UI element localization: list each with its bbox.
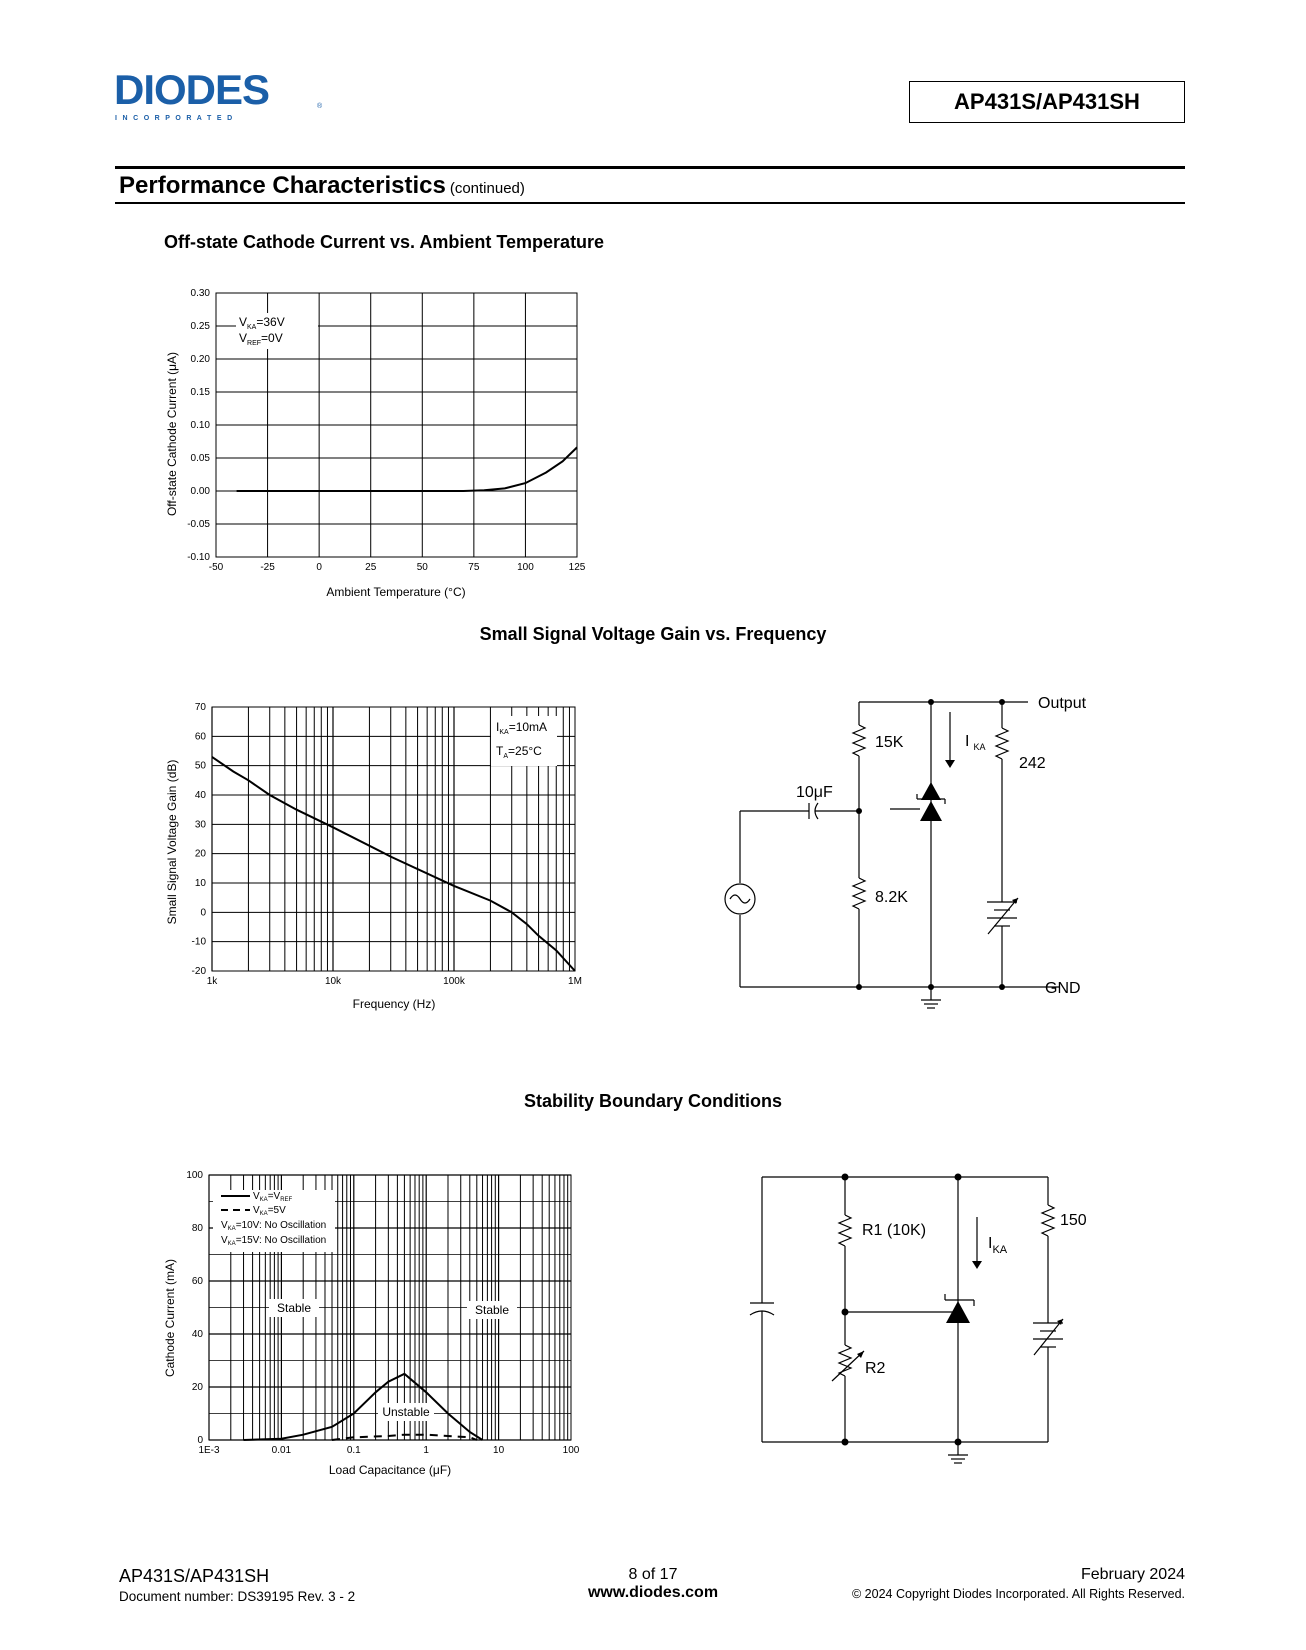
chart3-ylabel: Cathode Current (mA)	[163, 1258, 177, 1378]
chart3-xlabel: Load Capacitance (μF)	[328, 1463, 452, 1477]
chart3-xtick: 1E-3	[198, 1445, 220, 1456]
circuit1-r-top: 15K	[875, 734, 904, 751]
chart2-ytick: 50	[194, 760, 206, 772]
footer-doc-number: Document number: DS39195 Rev. 3 - 2	[119, 1589, 356, 1604]
circuit2-r-load: 150	[1060, 1212, 1087, 1229]
chart1-ytick: 0.25	[190, 321, 210, 332]
chart3-xtick: 0.1	[346, 1445, 361, 1456]
chart3-title: Stability Boundary Conditions	[523, 1091, 782, 1111]
chart2-ytick: 40	[194, 790, 206, 801]
chart2-ytick: 70	[194, 702, 206, 713]
footer-page: 8 of 17	[628, 1566, 678, 1583]
circuit2-r2: R2	[865, 1360, 886, 1377]
svg-text:VKA=15V: No Oscillation: $V_{KA}=15V$: No Oscillation	[221, 1235, 327, 1247]
chart2-ytick: 30	[194, 819, 206, 831]
chart1-title: Off-state Cathode Current vs. Ambient Temperature	[164, 232, 605, 252]
chart1-xtick: 75	[468, 562, 480, 573]
chart3-ytick: 40	[191, 1329, 203, 1340]
chart2-ytick: -20	[191, 966, 206, 977]
chart3-ytick: 100	[186, 1170, 203, 1181]
svg-text:VKA=VREF: $V_{KA}=V_{REF}$	[253, 1191, 293, 1203]
footer-part-number: AP431S/AP431SH	[119, 1566, 270, 1586]
circuit2-ika: $I_{KA}$	[988, 1235, 1008, 1256]
chart2-ytick: 20	[194, 848, 206, 860]
footer-url[interactable]: www.diodes.com	[587, 1584, 719, 1601]
circuit1-output: Output	[1038, 695, 1087, 712]
chart1-ytick: 0.10	[190, 420, 210, 431]
circuit2-r1: R1 (10K)	[862, 1222, 927, 1239]
chart3-ytick: 60	[191, 1276, 203, 1287]
chart3-ytick: 0	[197, 1435, 203, 1446]
label-stable-left: Stable	[276, 1301, 312, 1315]
chart1-xtick: 0	[316, 562, 322, 573]
chart2-ytick: 0	[200, 907, 206, 919]
chart1-xtick: 125	[568, 562, 586, 573]
chart1-ytick: 0.30	[190, 288, 210, 299]
chart2-ylabel: Small Signal Voltage Gain (dB)	[165, 759, 179, 925]
logo-subtext: I N C O R P O R A T E D	[115, 115, 234, 122]
chart1-xtick: -25	[260, 562, 275, 573]
circuit1-r-load: 242	[1019, 755, 1046, 772]
chart3-series-solid	[244, 1374, 483, 1440]
circuit1-ika: I $_{KA}$	[965, 733, 986, 752]
chart2-xlabel: Frequency (Hz)	[352, 997, 436, 1011]
chart3-ytick: 20	[191, 1382, 203, 1393]
chart3-legend	[213, 1190, 335, 1252]
svg-text:VKA=36V: $V_{KA}=36V$	[239, 315, 285, 331]
chart1-xtick: 100	[517, 562, 534, 573]
chart3	[0, 0, 640, 1500]
svg-text:VKA=10V: No Oscillation: $V_{KA}=10V$: No Oscillation	[221, 1220, 327, 1232]
circuit1-diagram	[700, 670, 1120, 1020]
chart1-ytick: -0.05	[187, 519, 210, 530]
chart1-ytick: -0.10	[187, 552, 210, 563]
part-number: AP431S/AP431SH	[954, 89, 1140, 114]
svg-text:VKA=5V: $V_{KA}=5V$	[253, 1205, 286, 1217]
chart2-title: Small Signal Voltage Gain vs. Frequency	[479, 624, 827, 644]
chart1-xtick: 50	[416, 562, 428, 573]
chart2-ytick: 10	[194, 878, 206, 889]
chart2-xtick: 1k	[206, 976, 218, 987]
circuit1-gnd: GND	[1045, 980, 1081, 997]
svg-text:VREF=0V: $V_{REF}=0V$	[239, 331, 283, 347]
label-stable-right: Stable	[474, 1303, 510, 1317]
chart2-xtick: 100k	[443, 976, 465, 987]
part-number-box	[909, 81, 1185, 123]
circuit1-r-bottom: 8.2K	[875, 889, 908, 906]
chart1-xtick: 25	[365, 562, 377, 573]
chart3-ytick: 80	[191, 1223, 203, 1234]
chart1-ylabel: Off-state Cathode Current (μA)	[165, 351, 179, 517]
chart2-ytick: 60	[194, 731, 206, 743]
chart3-xtick: 10	[493, 1445, 505, 1456]
chart1-ytick: 0.15	[190, 387, 210, 398]
section-subtitle: (continued)	[449, 180, 525, 197]
label-unstable: Unstable	[382, 1405, 430, 1419]
chart1-xlabel: Ambient Temperature (°C)	[326, 585, 466, 599]
chart3-xtick: 100	[562, 1445, 580, 1456]
footer-date: February 2024	[1080, 1566, 1185, 1583]
chart2-ytick: -10	[191, 936, 206, 948]
chart3-xtick: 1	[423, 1445, 429, 1456]
section-title: Performance Characteristics (continued)	[119, 172, 525, 199]
logo-wordmark: DIODES	[114, 66, 270, 113]
chart1-xtick: -50	[208, 562, 224, 573]
chart2-xtick: 10k	[324, 976, 342, 987]
svg-text:IKA=10mA: $I_{KA}=10mA$	[496, 720, 548, 736]
svg-text:TA=25°C: $T_A=25^\circ C$	[496, 744, 542, 760]
chart2-xtick: 1M	[568, 976, 582, 987]
circuit1-cap: 10μF	[796, 784, 833, 801]
footer-copyright: © 2024 Copyright Diodes Incorporated. All Rights Reserved.	[852, 1587, 1185, 1601]
circuit2-diagram	[740, 1165, 1087, 1485]
svg-text:®: ®	[317, 103, 323, 110]
chart3-xtick: 0.01	[271, 1445, 292, 1456]
chart1-ytick: 0.20	[190, 354, 210, 365]
chart1-ytick: 0.00	[190, 486, 210, 497]
chart1-ytick: 0.05	[190, 453, 210, 464]
